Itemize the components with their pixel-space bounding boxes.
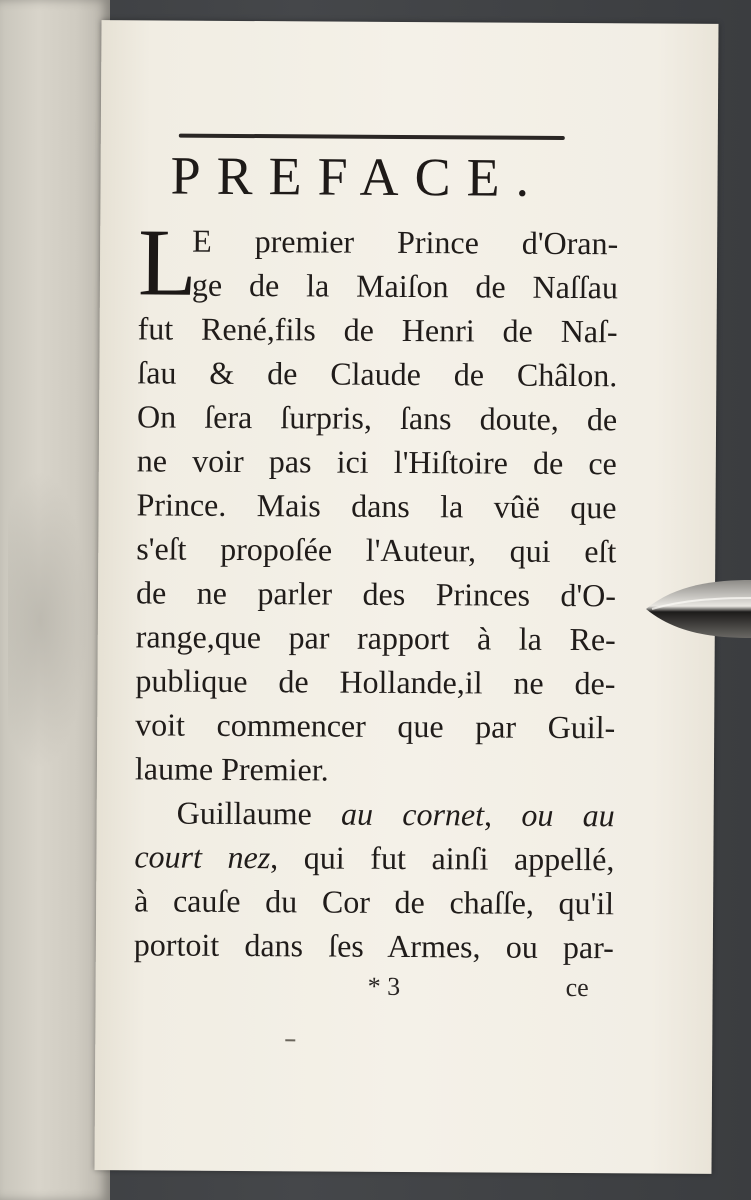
para2-line-3: à cauſe du Cor de chaſſe, qu'il [134, 882, 615, 922]
header-rule [179, 134, 565, 140]
text-line-10: range,que par rapport à la Re- [135, 618, 616, 658]
page-footer [95, 970, 712, 1014]
facing-page-bleed [8, 470, 88, 770]
para2-line-2 [134, 834, 614, 881]
text-line-3: fut René,fils de Henri de Naſ- [137, 310, 618, 350]
para2-italic: court nez [134, 838, 271, 876]
text-line-5: On ſera ſurpris, ſans doute, de [136, 398, 618, 438]
text-line-1: E premier Prince d'Oran- [192, 222, 619, 262]
text-line-6: ne voir pas ici l'Hiſtoire de ce [136, 442, 617, 482]
para2-text: , qui fut ainſi appellé, [270, 839, 615, 878]
signature-mark: * 3 [367, 971, 401, 1001]
catchword: ce [565, 972, 589, 1003]
text-line-8: s'eſt propoſée l'Auteur, qui eſt [136, 530, 617, 570]
drop-cap: L [137, 208, 198, 316]
para2-italic: au cornet [340, 795, 485, 833]
text-line-2: ge de la Maiſon de Naſſau [191, 266, 619, 306]
page-title: PREFACE. [170, 145, 546, 208]
para2-italic: ou au [521, 796, 615, 834]
page-clip-icon [646, 578, 751, 640]
text-line-4: ſau & de Claude de Châlon. [137, 354, 618, 394]
para2-text: , [483, 796, 522, 833]
facing-page [0, 0, 110, 1200]
text-line-13: laume Premier. [134, 750, 329, 788]
para2-line-1 [135, 790, 615, 837]
book-page [94, 20, 718, 1174]
body-text [133, 208, 619, 969]
para2-text: Guillaume [176, 794, 342, 832]
text-line-11: publique de Hollande,il ne de- [135, 662, 616, 702]
para2-line-4: portoit dans ſes Armes, ou par- [133, 926, 614, 966]
text-line-12: voit commencer que par Guil- [135, 706, 616, 746]
text-line-9: de ne parler des Princes d'O- [135, 574, 617, 614]
ink-mark [285, 1039, 295, 1041]
text-line-7: Prince. Mais dans la vûë que [136, 486, 617, 526]
